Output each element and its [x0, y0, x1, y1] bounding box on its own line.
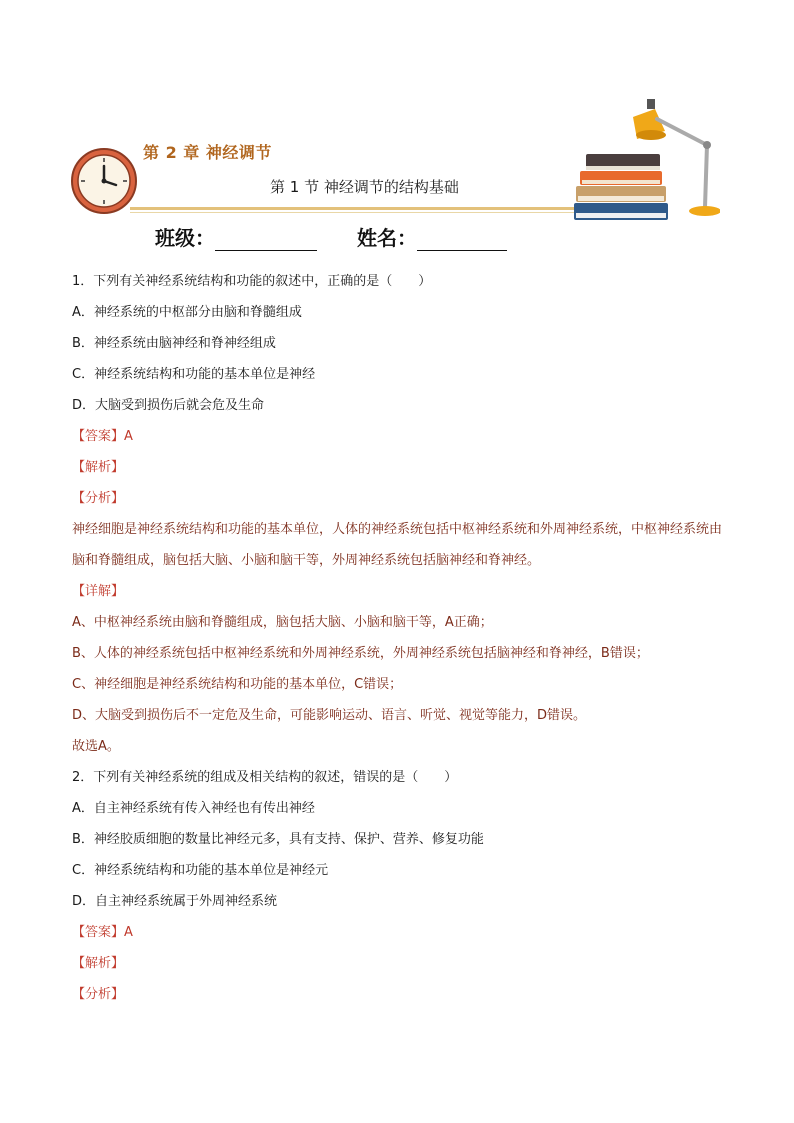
header-divider-thin: [130, 212, 580, 213]
answer-value: A: [124, 925, 133, 940]
q2-option-d: D．自主神经系统属于外周神经系统: [72, 894, 278, 909]
q1-option-d: D．大脑受到损伤后就会危及生命: [72, 398, 265, 413]
answer-tag: 【答案】: [72, 429, 125, 444]
question-content: [72, 266, 722, 1010]
q1-fenxi-tag: 【分析】: [72, 491, 125, 506]
page-header: [0, 90, 794, 230]
q2-fenxi-tag: 【分析】: [72, 987, 125, 1002]
answer-value: A: [124, 429, 133, 444]
q1-detail-a: A、中枢神经系统由脑和脊髓组成，脑包括大脑、小脑和脑干等，A正确；: [72, 615, 493, 630]
class-name-line: [155, 222, 507, 251]
q1-conclusion: 故选A。: [72, 739, 120, 754]
q2-option-b: B．神经胶质细胞的数量比神经元多，具有支持、保护、营养、修复功能: [72, 832, 484, 847]
q1-detail-d: D、大脑受到损伤后不一定危及生命，可能影响运动、语言、听觉、视觉等能力，D错误。: [72, 708, 587, 723]
clock-icon: [70, 147, 138, 215]
class-label: 班级：: [155, 226, 215, 250]
answer-tag: 【答案】: [72, 925, 125, 940]
q1-stem: 1．下列有关神经系统结构和功能的叙述中，正确的是（ ）: [72, 274, 432, 289]
name-label: 姓名：: [357, 226, 417, 250]
desk-lamp-icon: [625, 95, 720, 220]
section-title: 第 1 节 神经调节的结构基础: [270, 178, 459, 196]
class-blank[interactable]: [215, 230, 317, 251]
q2-answer: [72, 917, 722, 948]
q1-answer: [72, 421, 722, 452]
q1-xiangjie-tag: 【详解】: [72, 584, 125, 599]
header-divider: [130, 207, 600, 210]
q2-jiexi-tag: 【解析】: [72, 956, 125, 971]
q1-detail-b: B、人体的神经系统包括中枢神经系统和外周神经系统，外周神经系统包括脑神经和脊神经，B错误；: [72, 646, 649, 661]
q1-option-c: C．神经系统结构和功能的基本单位是神经: [72, 367, 316, 382]
name-blank[interactable]: [417, 230, 507, 251]
q2-option-a: A．自主神经系统有传入神经也有传出神经: [72, 801, 315, 816]
q1-option-b: B．神经系统由脑神经和脊神经组成: [72, 336, 276, 351]
chapter-title: 第 2 章 神经调节: [143, 143, 272, 162]
q1-analysis: 神经细胞是神经系统结构和功能的基本单位，人体的神经系统包括中枢神经系统和外周神经系统，中枢神经系统由脑和脊髓组成，脑包括大脑、小脑和脑干等，外周神经系统包括脑神经和脊神经。: [72, 522, 723, 568]
q1-option-a: A．神经系统的中枢部分由脑和脊髓组成: [72, 305, 302, 320]
q1-detail-c: C、神经细胞是神经系统结构和功能的基本单位，C错误；: [72, 677, 403, 692]
q1-jiexi-tag: 【解析】: [72, 460, 125, 475]
q2-option-c: C．神经系统结构和功能的基本单位是神经元: [72, 863, 329, 878]
q2-stem: 2．下列有关神经系统的组成及相关结构的叙述，错误的是（ ）: [72, 770, 458, 785]
